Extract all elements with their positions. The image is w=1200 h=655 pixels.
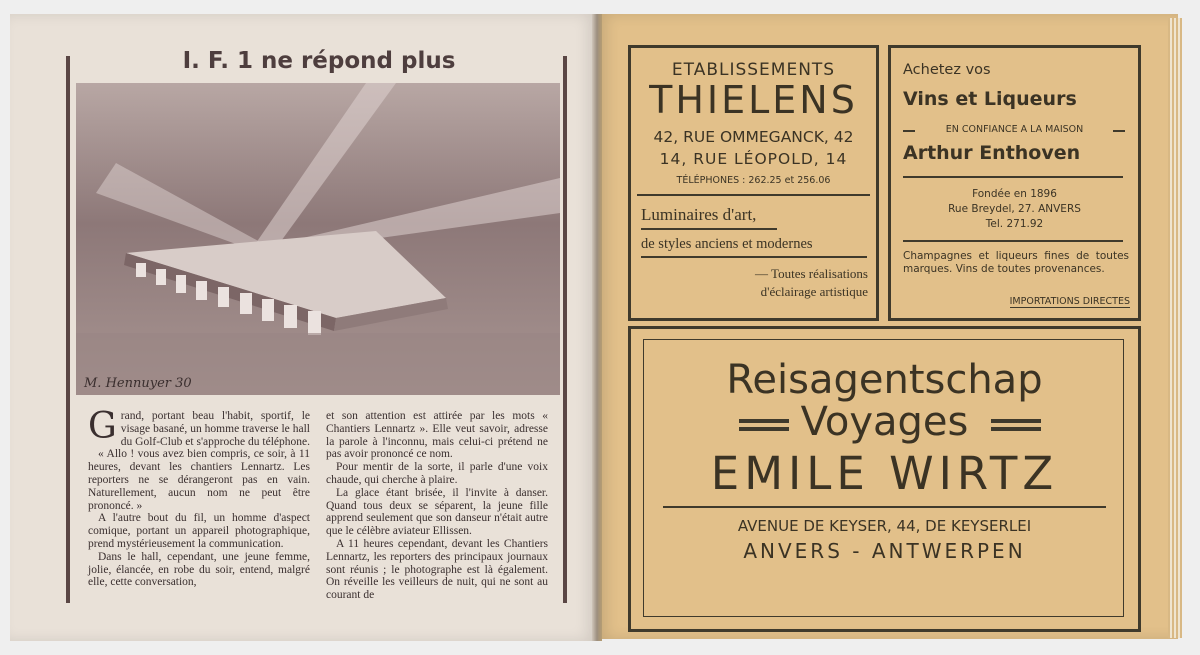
paragraph: « Allo ! vous avez bien compris, ce soir, à 11 heures, devant les chantiers Lennartz. Les reporters ne se dérangeront pas en vain. Naturellement, aucun nom ne peut être prononcé. » bbox=[88, 448, 310, 512]
thielens-address-2: 14, RUE LÉOPOLD, 14 bbox=[659, 150, 848, 168]
enthoven-line1: Achetez vos bbox=[903, 62, 991, 78]
wirtz-line1: Reisagentschap bbox=[726, 357, 1043, 403]
enthoven-dash-left bbox=[903, 130, 915, 132]
article-illustration bbox=[76, 83, 560, 395]
wirtz-name: EMILE WIRTZ bbox=[710, 447, 1059, 500]
drop-cap: G bbox=[88, 406, 117, 447]
thielens-tagline-2: de styles anciens et modernes bbox=[641, 236, 813, 252]
enthoven-tel: Tel. 271.92 bbox=[985, 218, 1044, 230]
left-vertical-rule bbox=[66, 56, 70, 603]
wirtz-divider bbox=[663, 506, 1106, 508]
enthoven-founded: Fondée en 1896 bbox=[972, 188, 1057, 200]
page-stack-edge bbox=[1168, 18, 1182, 638]
thielens-tagline-4: d'éclairage artistique bbox=[760, 284, 868, 299]
thielens-divider bbox=[637, 194, 870, 196]
ad-enthoven bbox=[888, 45, 1141, 321]
thielens-tagline-1: Luminaires d'art, bbox=[641, 205, 757, 224]
enthoven-footer: IMPORTATIONS DIRECTES bbox=[1009, 296, 1130, 307]
thielens-tagline-3: — Toutes réalisations bbox=[755, 266, 868, 281]
book-gutter bbox=[592, 14, 602, 641]
right-vertical-rule bbox=[563, 56, 567, 603]
enthoven-description: Champagnes et liqueurs fines de toutes marques. Vins de toutes provenances. bbox=[903, 250, 1129, 275]
enthoven-divider-2 bbox=[903, 240, 1123, 242]
illustration-signature: M. Hennuyer 30 bbox=[84, 376, 192, 391]
thielens-underline-2 bbox=[641, 256, 867, 258]
article-column-2 bbox=[326, 410, 548, 602]
wirtz-bar-right-2 bbox=[991, 427, 1041, 431]
thielens-phones: TÉLÉPHONES : 262.25 et 256.06 bbox=[676, 175, 831, 186]
article-column-1 bbox=[88, 406, 310, 589]
paragraph: Pour mentir de la sorte, il parle d'une voix chaude, qui cherche à plaire. bbox=[326, 461, 548, 486]
wirtz-line2: Voyages bbox=[800, 399, 969, 445]
paragraph: Grand, portant beau l'habit, sportif, le visage basané, un homme traverse le hall du Golf-Club et s'approche du téléphone. bbox=[88, 406, 310, 448]
paragraph: et son attention est attirée par les mots « Chantiers Lennartz ». Elle veut savoir, adresse la parole à l'inconnu, mais celui-ci prétend ne pas avoir prononcé ce nom. bbox=[326, 410, 548, 461]
ad-thielens bbox=[628, 45, 879, 321]
wirtz-city: ANVERS - ANTWERPEN bbox=[743, 539, 1026, 563]
enthoven-name: Arthur Enthoven bbox=[903, 142, 1081, 164]
enthoven-line2: Vins et Liqueurs bbox=[903, 88, 1077, 110]
thielens-name: THIELENS bbox=[649, 78, 858, 122]
paragraph: A 11 heures cependant, devant les Chantiers Lennartz, les reporters des principaux journaux sont réunis ; le photographe est là également. On réveille les veilleurs de nuit, qui ne sont au courant de bbox=[326, 537, 548, 602]
article-title: I. F. 1 ne répond plus bbox=[182, 48, 456, 74]
ad-wirtz bbox=[628, 326, 1141, 632]
enthoven-divider bbox=[903, 176, 1123, 178]
paragraph: A l'autre bout du fil, un homme d'aspect comique, portant un appareil photographique, prend mystérieusement la communication. bbox=[88, 512, 310, 550]
enthoven-dash-right bbox=[1113, 130, 1125, 132]
thielens-underline-1 bbox=[641, 228, 777, 230]
wirtz-bar-right bbox=[991, 419, 1041, 423]
thielens-address-1: 42, RUE OMMEGANCK, 42 bbox=[653, 128, 854, 146]
paragraph: Dans le hall, cependant, une jeune femme, jolie, élancée, en robe du soir, entend, malgré elle, cette conversation, bbox=[88, 550, 310, 589]
enthoven-address: Rue Breydel, 27. ANVERS bbox=[948, 203, 1081, 215]
enthoven-line3: EN CONFIANCE A LA MAISON bbox=[945, 124, 1084, 135]
paragraph: La glace étant brisée, il l'invite à danser. Quand tous deux se séparent, la jeune fille apprend seulement que son danseur n'était autre que le célèbre aviateur Ellissen. bbox=[326, 486, 548, 538]
wirtz-address: AVENUE DE KEYSER, 44, DE KEYSERLEI bbox=[737, 517, 1032, 535]
thielens-line1: ETABLISSEMENTS bbox=[671, 60, 836, 80]
